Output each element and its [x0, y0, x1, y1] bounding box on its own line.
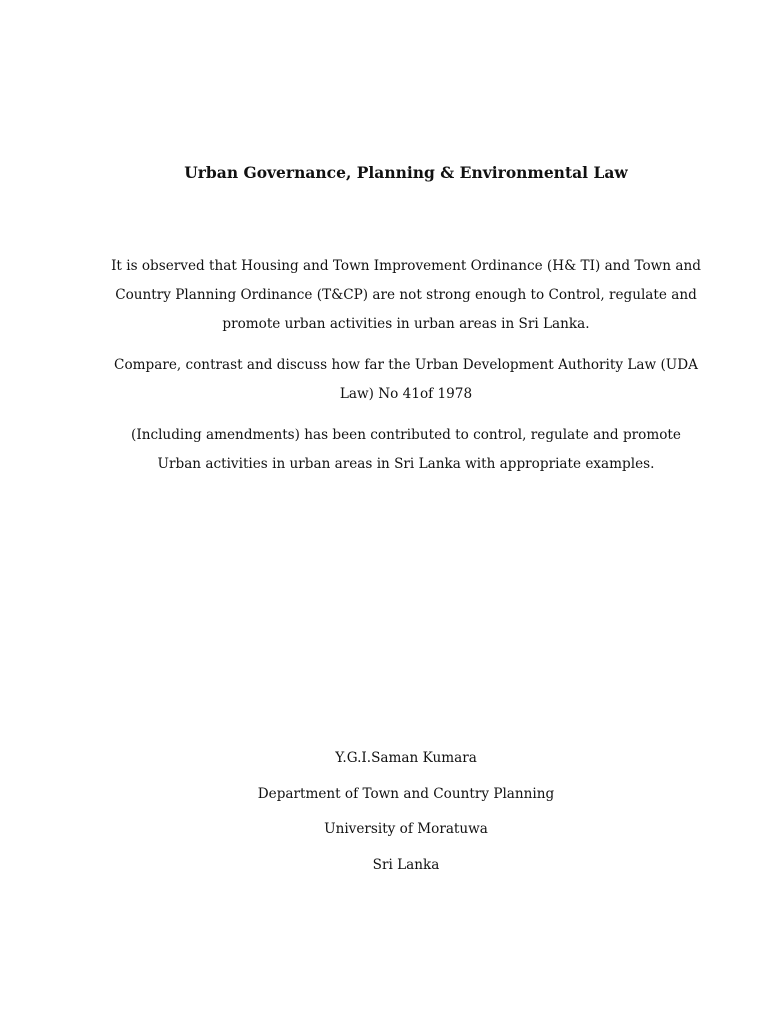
author-university: University of Moratuwa [324, 821, 488, 837]
question-paragraph-1: It is observed that Housing and Town Improvement Ordinance (H& TI) and Town and Country Planning Ordinance (T&CP) are not strong enough to Control, regulate and promote urban activities in urban areas in Sri Lanka. [111, 258, 701, 332]
question-paragraph-3: (Including amendments) has been contributed to control, regulate and promote Urban activities in urban areas in Sri Lanka with appropriate examples. [131, 427, 681, 472]
author-department: Department of Town and Country Planning [257, 785, 555, 802]
author-name: Y.G.I.Saman Kumara [335, 750, 477, 766]
question-text [110, 252, 702, 491]
author-country: Sri Lanka [372, 856, 440, 873]
author-block [0, 746, 768, 888]
question-paragraph-2: Compare, contrast and discuss how far the Urban Development Authority Law (UDA Law) No 41of 1978 [114, 357, 698, 402]
document-title: Urban Governance, Planning & Environmental Law [184, 163, 628, 182]
